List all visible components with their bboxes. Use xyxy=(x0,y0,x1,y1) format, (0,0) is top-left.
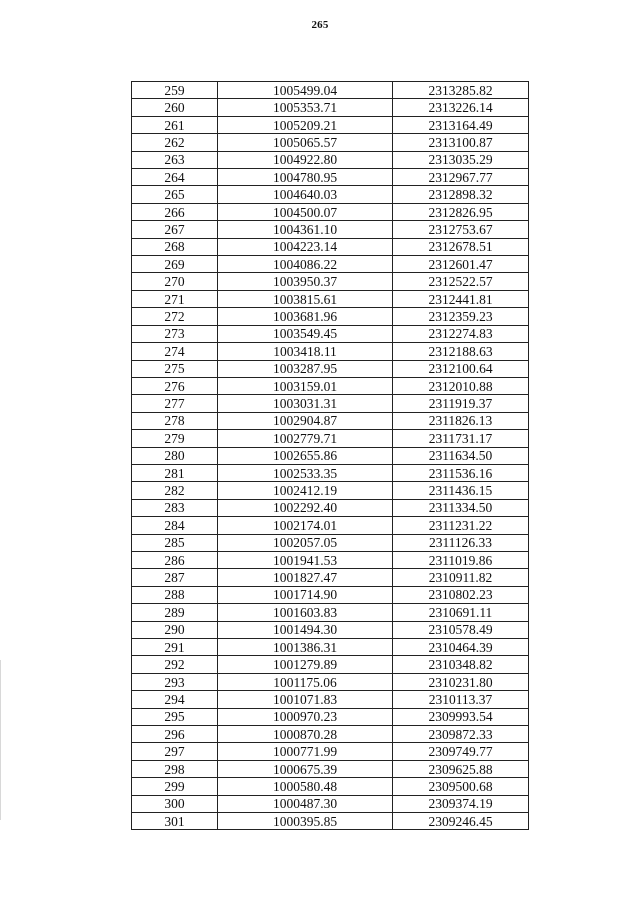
table-row xyxy=(132,82,529,99)
point-number-cell: 260 xyxy=(132,99,218,116)
x-coordinate-cell: 1003418.11 xyxy=(218,343,393,360)
table-row xyxy=(132,238,529,255)
y-coordinate-cell: 2313285.82 xyxy=(393,82,529,99)
x-coordinate-cell: 1001279.89 xyxy=(218,656,393,673)
point-number-cell: 289 xyxy=(132,604,218,621)
y-coordinate-cell: 2312359.23 xyxy=(393,308,529,325)
x-coordinate-cell: 1003815.61 xyxy=(218,290,393,307)
x-coordinate-cell: 1002292.40 xyxy=(218,499,393,516)
table-row xyxy=(132,186,529,203)
x-coordinate-cell: 1003681.96 xyxy=(218,308,393,325)
table-row xyxy=(132,743,529,760)
x-coordinate-cell: 1003031.31 xyxy=(218,395,393,412)
y-coordinate-cell: 2309872.33 xyxy=(393,726,529,743)
y-coordinate-cell: 2312753.67 xyxy=(393,221,529,238)
x-coordinate-cell: 1002174.01 xyxy=(218,517,393,534)
coordinate-table xyxy=(131,81,529,830)
y-coordinate-cell: 2310348.82 xyxy=(393,656,529,673)
y-coordinate-cell: 2311436.15 xyxy=(393,482,529,499)
table-row xyxy=(132,517,529,534)
coordinate-table-body xyxy=(132,82,529,830)
table-row xyxy=(132,656,529,673)
table-row xyxy=(132,151,529,168)
y-coordinate-cell: 2312826.95 xyxy=(393,203,529,220)
y-coordinate-cell: 2312441.81 xyxy=(393,290,529,307)
point-number-cell: 264 xyxy=(132,169,218,186)
x-coordinate-cell: 1003950.37 xyxy=(218,273,393,290)
y-coordinate-cell: 2313226.14 xyxy=(393,99,529,116)
point-number-cell: 280 xyxy=(132,447,218,464)
point-number-cell: 297 xyxy=(132,743,218,760)
x-coordinate-cell: 1003159.01 xyxy=(218,377,393,394)
table-row xyxy=(132,551,529,568)
table-row xyxy=(132,795,529,812)
point-number-cell: 275 xyxy=(132,360,218,377)
x-coordinate-cell: 1005065.57 xyxy=(218,134,393,151)
point-number-cell: 271 xyxy=(132,290,218,307)
table-row xyxy=(132,343,529,360)
point-number-cell: 285 xyxy=(132,534,218,551)
point-number-cell: 277 xyxy=(132,395,218,412)
y-coordinate-cell: 2311231.22 xyxy=(393,517,529,534)
point-number-cell: 295 xyxy=(132,708,218,725)
table-row xyxy=(132,569,529,586)
table-row xyxy=(132,447,529,464)
y-coordinate-cell: 2311919.37 xyxy=(393,395,529,412)
x-coordinate-cell: 1004922.80 xyxy=(218,151,393,168)
point-number-cell: 288 xyxy=(132,586,218,603)
table-row xyxy=(132,639,529,656)
y-coordinate-cell: 2311826.13 xyxy=(393,412,529,429)
point-number-cell: 294 xyxy=(132,691,218,708)
point-number-cell: 293 xyxy=(132,673,218,690)
table-row xyxy=(132,134,529,151)
table-row xyxy=(132,412,529,429)
table-row xyxy=(132,221,529,238)
point-number-cell: 262 xyxy=(132,134,218,151)
x-coordinate-cell: 1000580.48 xyxy=(218,778,393,795)
x-coordinate-cell: 1002904.87 xyxy=(218,412,393,429)
table-row xyxy=(132,99,529,116)
point-number-cell: 281 xyxy=(132,464,218,481)
table-row xyxy=(132,708,529,725)
x-coordinate-cell: 1003549.45 xyxy=(218,325,393,342)
y-coordinate-cell: 2311634.50 xyxy=(393,447,529,464)
table-row xyxy=(132,273,529,290)
table-row xyxy=(132,116,529,133)
y-coordinate-cell: 2310691.11 xyxy=(393,604,529,621)
x-coordinate-cell: 1001071.83 xyxy=(218,691,393,708)
x-coordinate-cell: 1002412.19 xyxy=(218,482,393,499)
page-number: 265 xyxy=(311,19,329,31)
y-coordinate-cell: 2309749.77 xyxy=(393,743,529,760)
point-number-cell: 267 xyxy=(132,221,218,238)
point-number-cell: 282 xyxy=(132,482,218,499)
x-coordinate-cell: 1000395.85 xyxy=(218,813,393,830)
y-coordinate-cell: 2312522.57 xyxy=(393,273,529,290)
x-coordinate-cell: 1004780.95 xyxy=(218,169,393,186)
x-coordinate-cell: 1005209.21 xyxy=(218,116,393,133)
y-coordinate-cell: 2313100.87 xyxy=(393,134,529,151)
table-row xyxy=(132,308,529,325)
point-number-cell: 287 xyxy=(132,569,218,586)
table-row xyxy=(132,169,529,186)
x-coordinate-cell: 1005353.71 xyxy=(218,99,393,116)
point-number-cell: 269 xyxy=(132,256,218,273)
point-number-cell: 279 xyxy=(132,430,218,447)
scan-edge-mark xyxy=(0,660,1,820)
point-number-cell: 272 xyxy=(132,308,218,325)
table-row xyxy=(132,534,529,551)
table-row xyxy=(132,586,529,603)
y-coordinate-cell: 2313164.49 xyxy=(393,116,529,133)
point-number-cell: 268 xyxy=(132,238,218,255)
point-number-cell: 283 xyxy=(132,499,218,516)
x-coordinate-cell: 1002533.35 xyxy=(218,464,393,481)
y-coordinate-cell: 2313035.29 xyxy=(393,151,529,168)
y-coordinate-cell: 2311536.16 xyxy=(393,464,529,481)
x-coordinate-cell: 1004500.07 xyxy=(218,203,393,220)
x-coordinate-cell: 1004086.22 xyxy=(218,256,393,273)
table-row xyxy=(132,325,529,342)
y-coordinate-cell: 2310911.82 xyxy=(393,569,529,586)
point-number-cell: 291 xyxy=(132,639,218,656)
table-row xyxy=(132,604,529,621)
point-number-cell: 301 xyxy=(132,813,218,830)
x-coordinate-cell: 1000771.99 xyxy=(218,743,393,760)
table-row xyxy=(132,290,529,307)
x-coordinate-cell: 1001603.83 xyxy=(218,604,393,621)
point-number-cell: 284 xyxy=(132,517,218,534)
point-number-cell: 259 xyxy=(132,82,218,99)
y-coordinate-cell: 2312100.64 xyxy=(393,360,529,377)
point-number-cell: 286 xyxy=(132,551,218,568)
x-coordinate-cell: 1002779.71 xyxy=(218,430,393,447)
y-coordinate-cell: 2312601.47 xyxy=(393,256,529,273)
x-coordinate-cell: 1005499.04 xyxy=(218,82,393,99)
table-row xyxy=(132,778,529,795)
y-coordinate-cell: 2312274.83 xyxy=(393,325,529,342)
x-coordinate-cell: 1002057.05 xyxy=(218,534,393,551)
table-row xyxy=(132,760,529,777)
y-coordinate-cell: 2311334.50 xyxy=(393,499,529,516)
point-number-cell: 298 xyxy=(132,760,218,777)
y-coordinate-cell: 2311126.33 xyxy=(393,534,529,551)
y-coordinate-cell: 2312010.88 xyxy=(393,377,529,394)
x-coordinate-cell: 1001175.06 xyxy=(218,673,393,690)
table-row xyxy=(132,499,529,516)
y-coordinate-cell: 2309374.19 xyxy=(393,795,529,812)
point-number-cell: 290 xyxy=(132,621,218,638)
table-row xyxy=(132,691,529,708)
x-coordinate-cell: 1004640.03 xyxy=(218,186,393,203)
x-coordinate-cell: 1001714.90 xyxy=(218,586,393,603)
table-row xyxy=(132,621,529,638)
point-number-cell: 299 xyxy=(132,778,218,795)
table-row xyxy=(132,430,529,447)
x-coordinate-cell: 1000870.28 xyxy=(218,726,393,743)
y-coordinate-cell: 2311731.17 xyxy=(393,430,529,447)
x-coordinate-cell: 1004223.14 xyxy=(218,238,393,255)
table-row xyxy=(132,726,529,743)
x-coordinate-cell: 1000970.23 xyxy=(218,708,393,725)
x-coordinate-cell: 1001494.30 xyxy=(218,621,393,638)
y-coordinate-cell: 2310464.39 xyxy=(393,639,529,656)
point-number-cell: 261 xyxy=(132,116,218,133)
x-coordinate-cell: 1001941.53 xyxy=(218,551,393,568)
x-coordinate-cell: 1000675.39 xyxy=(218,760,393,777)
x-coordinate-cell: 1003287.95 xyxy=(218,360,393,377)
y-coordinate-cell: 2309993.54 xyxy=(393,708,529,725)
y-coordinate-cell: 2312898.32 xyxy=(393,186,529,203)
x-coordinate-cell: 1000487.30 xyxy=(218,795,393,812)
y-coordinate-cell: 2310231.80 xyxy=(393,673,529,690)
point-number-cell: 278 xyxy=(132,412,218,429)
point-number-cell: 300 xyxy=(132,795,218,812)
table-row xyxy=(132,377,529,394)
table-row xyxy=(132,482,529,499)
y-coordinate-cell: 2312678.51 xyxy=(393,238,529,255)
table-row xyxy=(132,464,529,481)
x-coordinate-cell: 1002655.86 xyxy=(218,447,393,464)
point-number-cell: 266 xyxy=(132,203,218,220)
point-number-cell: 270 xyxy=(132,273,218,290)
y-coordinate-cell: 2309246.45 xyxy=(393,813,529,830)
y-coordinate-cell: 2312967.77 xyxy=(393,169,529,186)
point-number-cell: 263 xyxy=(132,151,218,168)
x-coordinate-cell: 1001827.47 xyxy=(218,569,393,586)
table-row xyxy=(132,203,529,220)
table-row xyxy=(132,673,529,690)
y-coordinate-cell: 2309500.68 xyxy=(393,778,529,795)
point-number-cell: 296 xyxy=(132,726,218,743)
table-row xyxy=(132,256,529,273)
point-number-cell: 265 xyxy=(132,186,218,203)
point-number-cell: 276 xyxy=(132,377,218,394)
y-coordinate-cell: 2311019.86 xyxy=(393,551,529,568)
point-number-cell: 292 xyxy=(132,656,218,673)
y-coordinate-cell: 2312188.63 xyxy=(393,343,529,360)
x-coordinate-cell: 1004361.10 xyxy=(218,221,393,238)
y-coordinate-cell: 2310578.49 xyxy=(393,621,529,638)
point-number-cell: 273 xyxy=(132,325,218,342)
point-number-cell: 274 xyxy=(132,343,218,360)
x-coordinate-cell: 1001386.31 xyxy=(218,639,393,656)
y-coordinate-cell: 2309625.88 xyxy=(393,760,529,777)
y-coordinate-cell: 2310113.37 xyxy=(393,691,529,708)
table-row xyxy=(132,360,529,377)
table-row xyxy=(132,395,529,412)
table-row xyxy=(132,813,529,830)
y-coordinate-cell: 2310802.23 xyxy=(393,586,529,603)
